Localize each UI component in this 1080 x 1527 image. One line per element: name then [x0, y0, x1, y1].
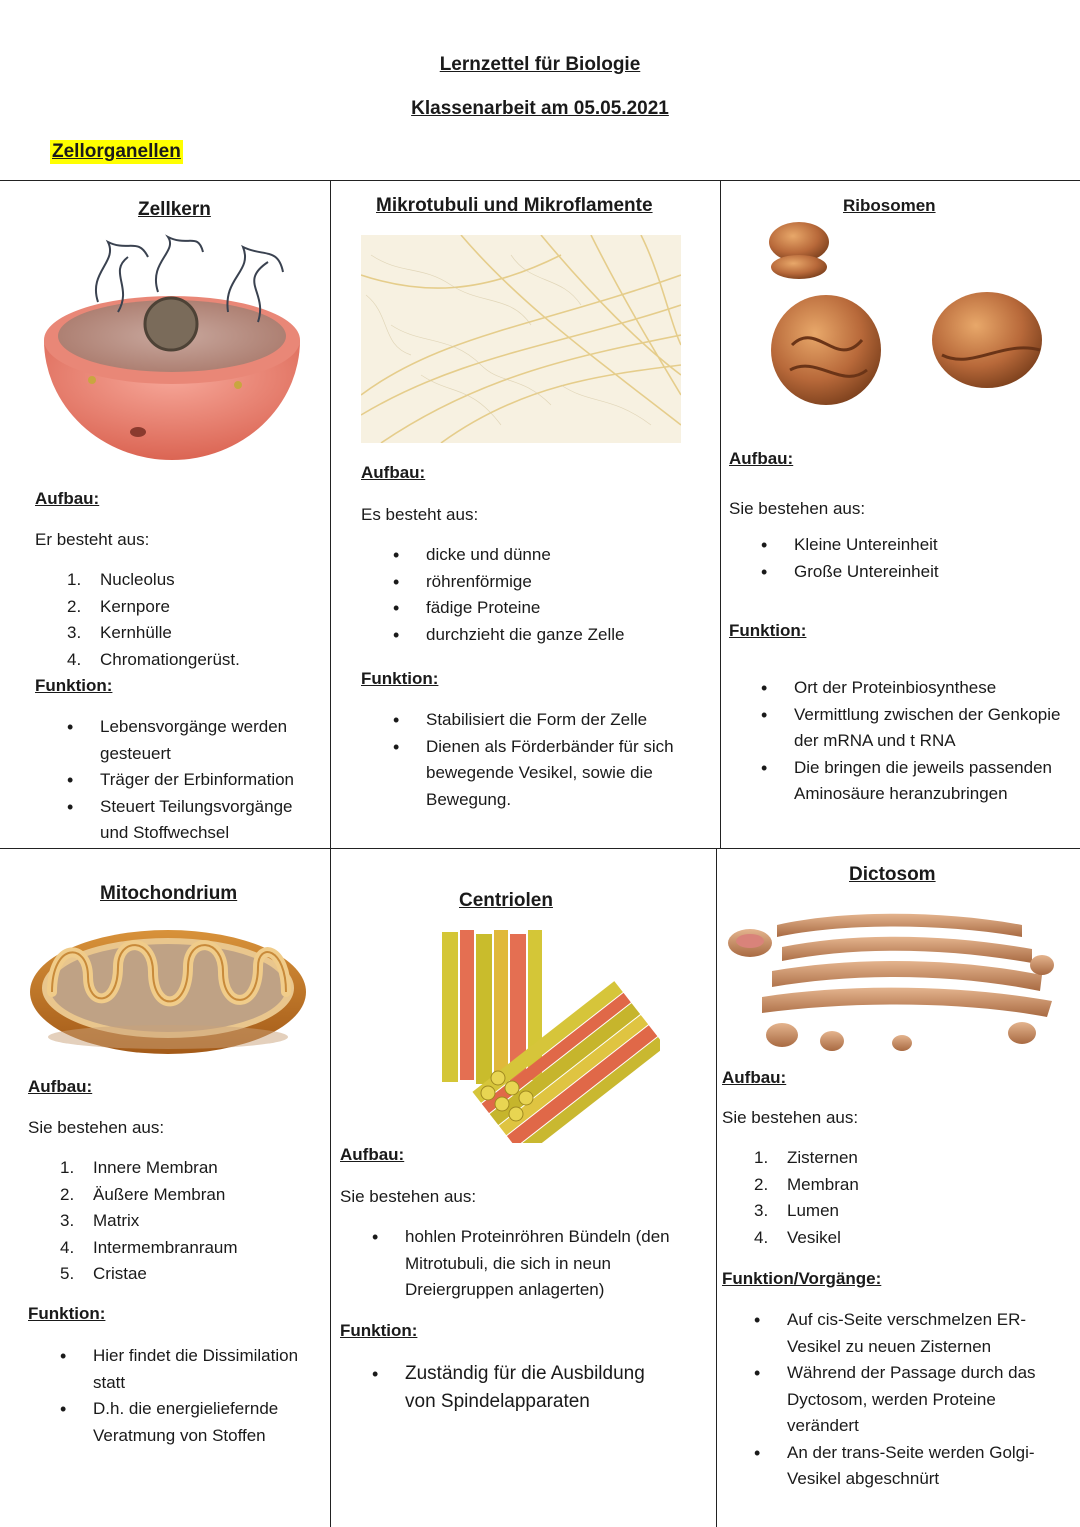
zellkern-aufbau-list — [67, 567, 320, 673]
centriole-illustration — [438, 928, 660, 1143]
list-item: 4. Vesikel — [754, 1227, 841, 1247]
mikrotubuli-aufbau-intro: Es besteht aus: — [361, 505, 479, 524]
mitochondrium-aufbau-label: Aufbau: — [28, 1077, 93, 1096]
list-item: • Große Untereinheit — [794, 559, 1064, 586]
mitochondrion-illustration — [28, 922, 308, 1057]
ribosomen-aufbau-intro: Sie bestehen aus: — [729, 499, 866, 518]
page-title: Lernzettel für Biologie — [439, 54, 641, 75]
list-item: • hohlen Proteinröhren Bündeln (den Mitrotubuli, die sich in neun Dreiergruppen anlagerten) — [405, 1224, 680, 1304]
list-item: • Vermittlung zwischen der Genkopie der mRNA und t RNA — [794, 702, 1064, 755]
list-item: 1. Innere Membran — [60, 1158, 218, 1177]
page-subtitle: Klassenarbeit am 05.05.2021 — [411, 98, 669, 119]
centriolen-funktion-label: Funktion: — [340, 1321, 418, 1340]
list-item: • An der trans-Seite werden Golgi-Vesikel abgeschnürt — [787, 1440, 1062, 1493]
microtubule-illustration — [361, 235, 681, 443]
grid-top-line — [0, 180, 1080, 181]
list-item: • Dienen als Förderbänder für sich bewegende Vesikel, sowie die Bewegung. — [426, 734, 688, 814]
list-item: • Hier findet die Dissimilation statt — [93, 1343, 308, 1396]
ribosomen-aufbau-label: Aufbau: — [729, 449, 794, 468]
list-item: 3. Lumen — [754, 1201, 839, 1220]
zellkern-title: Zellkern — [138, 199, 211, 220]
dictosom-aufbau-intro: Sie bestehen aus: — [722, 1108, 859, 1127]
list-item: • Während der Passage durch das Dyctosom, werden Proteine verändert — [787, 1360, 1062, 1440]
mitochondrium-title: Mitochondrium — [100, 883, 238, 904]
list-item: • Die bringen die jeweils passenden Aminosäure heranzubringen — [794, 755, 1064, 808]
centriolen-aufbau-list — [405, 1224, 680, 1304]
dictosom-funktion-label: Funktion/Vorgänge: — [722, 1269, 882, 1288]
list-item: 2. Membran — [754, 1174, 859, 1194]
mikrotubuli-aufbau-list — [426, 542, 706, 648]
list-item: • Zuständig für die Ausbildung von Spindelapparaten — [405, 1360, 675, 1416]
grid-vline-left — [330, 180, 331, 1527]
mikrotubuli-funktion-list — [426, 707, 688, 813]
list-item: 1. Nucleolus — [67, 570, 175, 589]
ribosomen-title: Ribosomen — [843, 196, 936, 215]
grid-vline-right-top — [720, 180, 721, 848]
list-item: 3. Matrix — [60, 1211, 140, 1230]
section-heading: Zellorganellen — [52, 141, 181, 162]
dictosom-aufbau-label: Aufbau: — [722, 1068, 787, 1087]
list-item: 3. Kernhülle — [67, 623, 172, 642]
mitochondrium-aufbau-list — [60, 1155, 313, 1288]
grid-vline-right-bottom — [716, 848, 717, 1527]
list-item: 2. Kernpore — [67, 596, 170, 616]
dictosom-title: Dictosom — [849, 864, 936, 885]
nucleus-illustration — [38, 232, 306, 468]
centriolen-aufbau-label: Aufbau: — [340, 1145, 405, 1164]
zellkern-aufbau-intro: Er besteht aus: — [35, 530, 150, 549]
list-item: 1. Zisternen — [754, 1148, 858, 1167]
list-item: • Auf cis-Seite verschmelzen ER-Vesikel zu neuen Zisternen — [787, 1307, 1062, 1360]
mikrotubuli-funktion-label: Funktion: — [361, 669, 439, 688]
list-item: 4. Intermembranraum — [60, 1237, 238, 1257]
dictosom-aufbau-list — [754, 1145, 1007, 1251]
dictosom-funktion-list — [787, 1307, 1062, 1493]
zellkern-funktion-label: Funktion: — [35, 676, 113, 695]
list-item: • fädige Proteine — [426, 595, 706, 622]
list-item: • Stabilisiert die Form der Zelle — [426, 707, 688, 734]
list-item: 2. Äußere Membran — [60, 1184, 226, 1204]
zellkern-aufbau-label: Aufbau: — [35, 489, 100, 508]
ribosomen-funktion-list — [794, 675, 1064, 808]
mitochondrium-aufbau-intro: Sie bestehen aus: — [28, 1118, 165, 1137]
list-item: • durchzieht die ganze Zelle — [426, 622, 706, 649]
golgi-illustration — [722, 905, 1062, 1055]
list-item: • Kleine Untereinheit — [794, 532, 1064, 559]
list-item: • Ort der Proteinbiosynthese — [794, 675, 1064, 702]
mikrotubuli-aufbau-label: Aufbau: — [361, 463, 426, 482]
list-item: • Lebensvorgänge werden gesteuert — [100, 714, 320, 767]
centriolen-funktion-list — [405, 1360, 675, 1416]
ribosomen-funktion-label: Funktion: — [729, 621, 807, 640]
mitochondrium-funktion-list — [93, 1343, 308, 1449]
centriolen-aufbau-intro: Sie bestehen aus: — [340, 1187, 477, 1206]
list-item: 5. Cristae — [60, 1264, 147, 1283]
grid-middle-line — [0, 848, 1080, 849]
list-item: 4. Chromationgerüst. — [67, 649, 240, 669]
zellkern-funktion-list — [100, 714, 320, 847]
list-item: • röhrenförmige — [426, 569, 706, 596]
mikrotubuli-title: Mikrotubuli und Mikroflamente — [376, 195, 653, 216]
ribosomen-aufbau-list — [794, 532, 1064, 585]
list-item: • Steuert Teilungsvorgänge und Stoffwechsel — [100, 794, 320, 847]
list-item: • Träger der Erbinformation — [100, 767, 320, 794]
list-item: • D.h. die energieliefernde Veratmung von Stoffen — [93, 1396, 308, 1449]
ribosome-illustration — [762, 220, 1052, 420]
mitochondrium-funktion-label: Funktion: — [28, 1304, 106, 1323]
centriolen-title: Centriolen — [459, 890, 553, 911]
list-item: • dicke und dünne — [426, 542, 706, 569]
